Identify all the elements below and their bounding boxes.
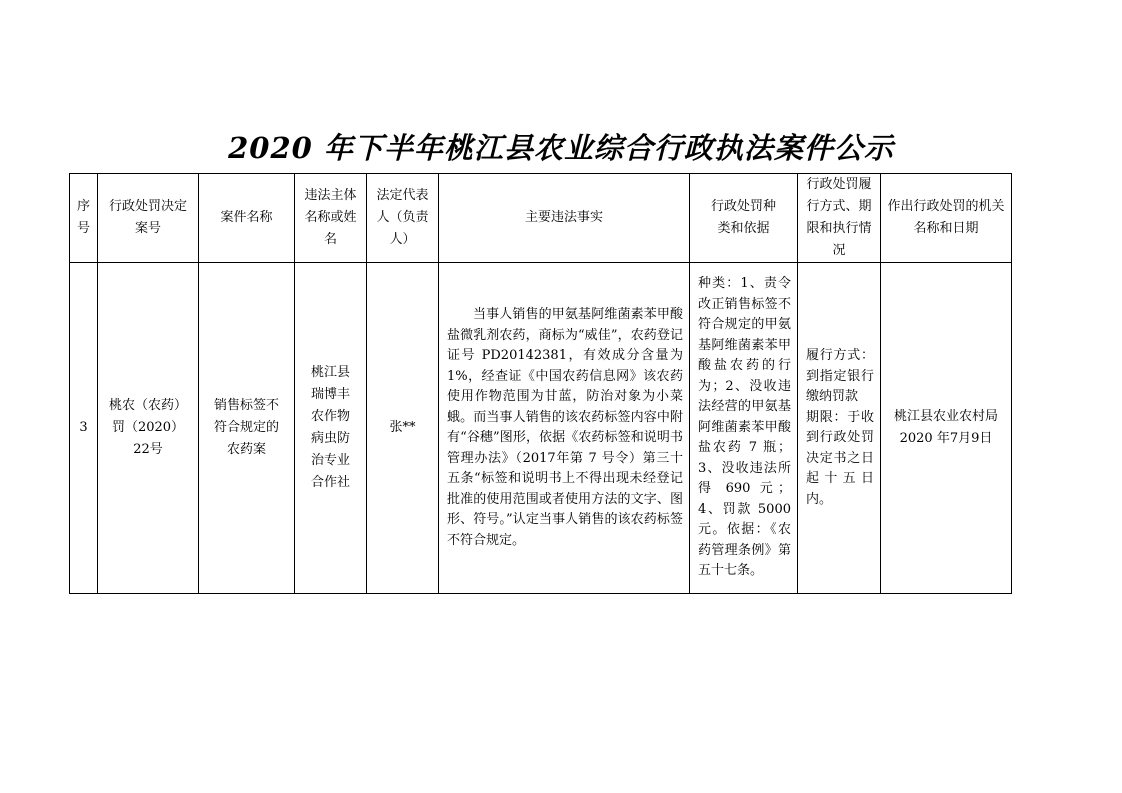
header-seq: 序号	[70, 174, 98, 263]
header-penalty: 行政处罚种类和依据	[690, 174, 798, 263]
cell-legal-rep: 张**	[367, 263, 439, 594]
cell-party: 桃江县瑞博丰农作物病虫防治专业合作社	[295, 263, 367, 594]
header-legal-rep: 法定代表人（负责人）	[367, 174, 439, 263]
cell-case-no: 桃农（农药）罚（2020）22号	[98, 263, 199, 594]
cell-facts: 当事人销售的甲氨基阿维菌素苯甲酸盐微乳剂农药，商标为“威佳”，农药登记证号 PD20142381，有效成分含量为 1%，经查证《中国农药信息网》该农药使用作物范围为甘蓝，防治对象为小菜蛾。而当事人销售的该农药标签内容中附有“谷穗”图形，依据《农药标签和说明书管理办法》（2017年第 7 号令）第三十五条“标签和说明书上不得出现未经登记批准的使用范围或者使用方法的文字、图形、符号。”认定当事人销售的该农药标签不符合规定。	[439, 263, 690, 594]
header-party: 违法主体名称或姓名	[295, 174, 367, 263]
header-execution: 行政处罚履行方式、期限和执行情况	[798, 174, 881, 263]
header-case-name: 案件名称	[199, 174, 295, 263]
header-facts: 主要违法事实	[439, 174, 690, 263]
authority-date: 2020 年7月9日	[899, 431, 993, 446]
cell-authority	[881, 263, 1012, 594]
table-row	[70, 263, 1012, 594]
cell-seq: 3	[70, 263, 98, 594]
cell-case-name: 销售标签不符合规定的农药案	[199, 263, 295, 594]
cell-execution	[798, 263, 881, 594]
execution-deadline: 期限：于收到行政处罚决定书之日起十五日内。	[806, 409, 874, 507]
page-title: 2020 年下半年桃江县农业综合行政执法案件公示	[228, 131, 894, 165]
execution-method: 履行方式：到指定银行缴纳罚款	[806, 348, 874, 404]
case-table	[69, 173, 1012, 594]
cell-penalty: 种类：1、责令改正销售标签不符合规定的甲氨基阿维菌素苯甲酸盐农药的行为；2、没收违法经营的甲氨基阿维菌素苯甲酸盐农药 7 瓶；3、没收违法所得 690 元；4、罚款 5000 元。依据：《农药管理条例》第五十七条。	[690, 263, 798, 594]
header-authority: 作出行政处罚的机关名称和日期	[881, 174, 1012, 263]
table-header-row	[70, 174, 1012, 263]
authority-name: 桃江县农业农村局	[893, 409, 998, 424]
header-case-no: 行政处罚决定案号	[98, 174, 199, 263]
